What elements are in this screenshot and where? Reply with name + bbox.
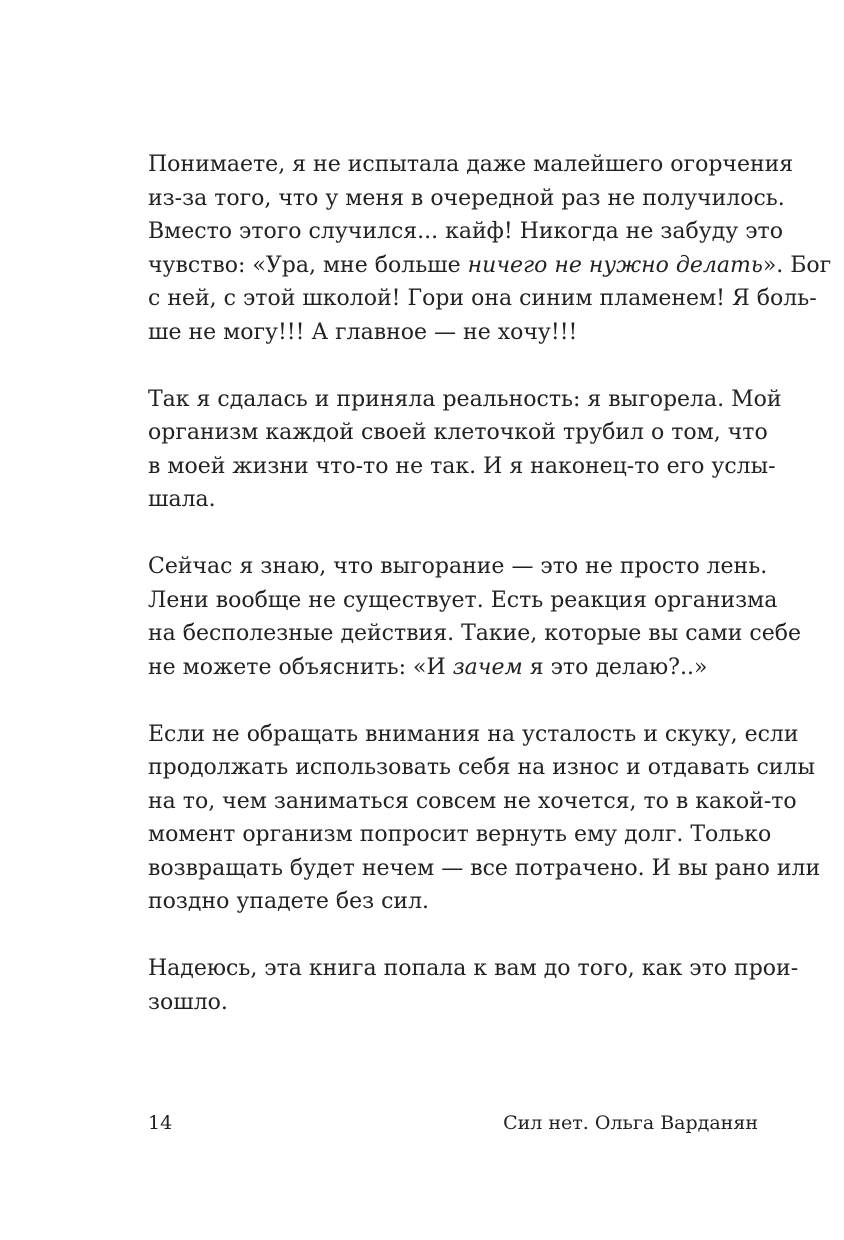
italic-text: зачем (452, 654, 523, 680)
paragraph-gap (148, 684, 758, 718)
text-run: момент организм попросит вернуть ему долг. Только (148, 822, 772, 847)
text-line (148, 651, 758, 685)
text-line (148, 249, 832, 283)
text-run: Сейчас я знаю, что выгорание — это не просто лень. (148, 554, 768, 579)
text-run: Надеюсь, эта книга попала к вам до того, как это прои- (148, 956, 799, 981)
text-run: Если не обращать внимания на усталость и скуку, если (148, 721, 799, 747)
text-line (148, 584, 778, 618)
text-run: поздно упадете без сил. (148, 889, 430, 914)
running-title: Сил нет. Ольга Варданян (503, 1112, 758, 1134)
text-run: шала. (148, 487, 216, 512)
text-run: из-за того, что у меня в очередной раз не получилось. (148, 185, 785, 211)
paragraph (148, 550, 802, 684)
text-line (148, 818, 772, 852)
text-run: возвращать будет нечем — все потрачено. И вы рано или (148, 855, 821, 881)
italic-text: ничего не нужно делать (467, 252, 763, 278)
text-line (148, 483, 758, 517)
text-line (148, 148, 794, 182)
page-footer (148, 1112, 758, 1134)
text-run: организм каждой своей клеточкой трубил о том, что (148, 420, 768, 445)
text-run: ». Бог (762, 252, 832, 278)
text-line (148, 550, 768, 584)
paragraph (148, 383, 782, 517)
text-run: зошло. (148, 989, 228, 1015)
text-line (148, 751, 815, 785)
text-run: чувство: «Ура, мне больше (148, 252, 468, 278)
paragraph (148, 952, 799, 1019)
text-run: продолжать использовать себя на износ и отдавать силы (148, 755, 815, 780)
text-line (148, 718, 799, 752)
paragraph (148, 148, 832, 349)
text-run: Так я сдалась и приняла реальность: я выгорела. Мой (148, 386, 782, 412)
text-run: Вместо этого случился... кайф! Никогда не забуду это (148, 219, 783, 244)
text-line (148, 416, 768, 450)
text-line (148, 785, 797, 819)
paragraph-gap (148, 919, 758, 953)
text-run: на бесполезные действия. Такие, которые вы сами себе (148, 621, 802, 646)
body-text (148, 148, 832, 1019)
text-line (148, 952, 799, 986)
text-run: я это делаю?..» (522, 654, 708, 680)
text-run: в моей жизни что-то не так. И я наконец-то его услы- (148, 453, 776, 479)
paragraph-gap (148, 349, 758, 383)
text-line (148, 215, 783, 249)
text-line (148, 617, 802, 651)
text-run: не можете объяснить: «И (148, 654, 453, 680)
text-run: Понимаете, я не испытала даже малейшего огорчения (148, 152, 794, 177)
text-run: на то, чем заниматься совсем не хочется, то в какой-то (148, 788, 797, 814)
paragraph (148, 718, 821, 919)
text-line (148, 182, 785, 216)
text-line (148, 885, 758, 919)
page-number: 14 (148, 1112, 173, 1134)
text-run: Лени вообще не существует. Есть реакция организма (148, 587, 778, 613)
text-run: ше не могу!!! А главное — не хочу!!! (148, 319, 578, 345)
text-line (148, 986, 758, 1020)
text-run: с ней, с этой школой! Гори она синим пламенем! Я боль- (148, 286, 817, 311)
paragraph-gap (148, 517, 758, 551)
text-line (148, 852, 821, 886)
text-line (148, 316, 758, 350)
text-line (148, 383, 782, 417)
text-line (148, 450, 776, 484)
text-line (148, 282, 817, 316)
